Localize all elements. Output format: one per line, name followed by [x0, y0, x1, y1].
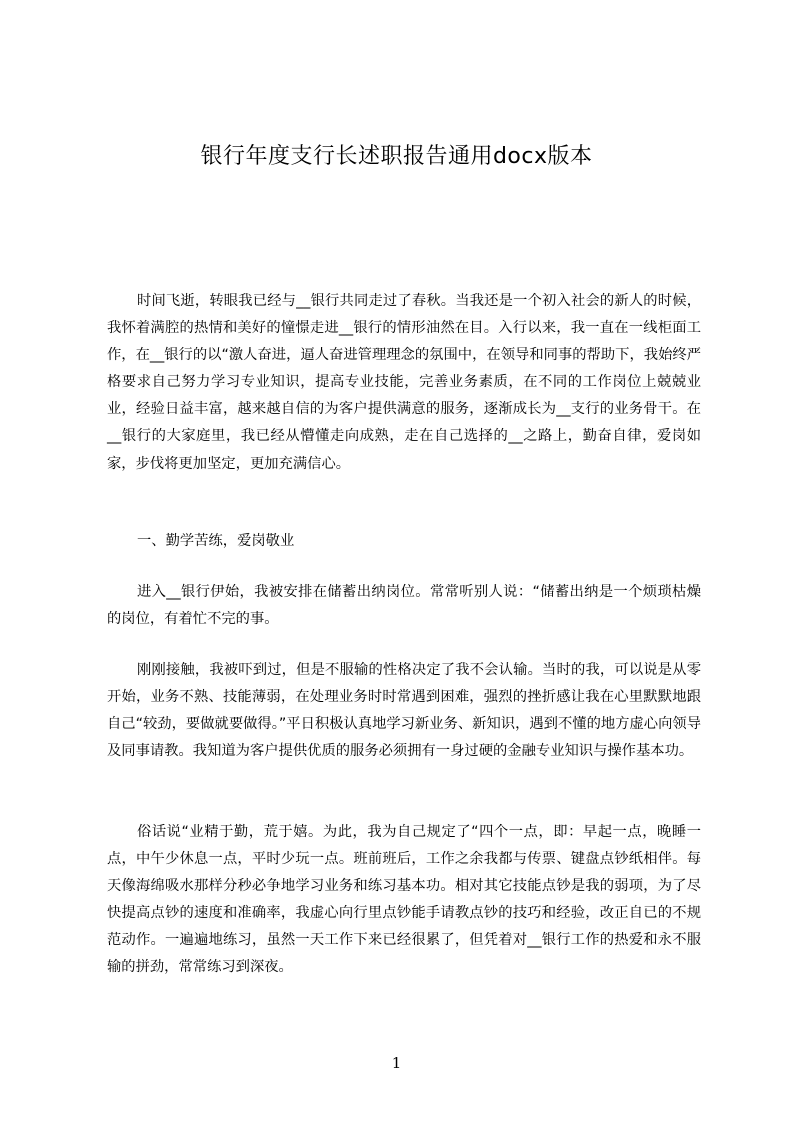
paragraph-assignment: 进入__银行伊始，我被安排在储蓄出纳岗位。常常听别人说：“储蓄出纳是一个烦琐枯燥的岗位，有着忙不完的事。: [107, 584, 701, 628]
section-heading: 一、勤学苦练，爱岗敬业: [137, 533, 295, 549]
paragraph-beginning: 刚刚接触，我被吓到过，但是不服输的性格决定了我不会认输。当时的我，可以说是从零开始，业务不熟、技能薄弱，在处理业务时时常遇到困难，强烈的挫折感让我在心里默默地跟自己“较劲，要做就要做得。”平日积极认真地学习新业务、新知识，遇到不懂的地方虚心向领导及同事请教。我知道为客户提供优质的服务必须拥有一身过硬的金融专业知识与操作基本功。: [107, 662, 701, 760]
paragraph-practice: 俗话说“业精于勤，荒于嬉。为此，我为自己规定了“四个一点，即：早起一点，晚睡一点，中午少休息一点，平时少玩一点。班前班后，工作之余我都与传票、键盘点钞纸相伴。每天像海绵吸水那样分秒必争地学习业务和练习基本功。相对其它技能点钞是我的弱项，为了尽快提高点钞的速度和准确率，我虚心向行里点钞能手请教点钞的技巧和经验，改正自已的不规范动作。一遍遍地练习，虽然一天工作下来已经很累了，但凭着对__银行工作的热爱和永不服输的拼劲，常常练习到深夜。: [107, 824, 701, 976]
paragraph-intro: 时间飞逝，转眼我已经与__银行共同走过了春秋。当我还是一个初入社会的新人的时候，我怀着满腔的热情和美好的憧憬走进__银行的情形油然在目。入行以来，我一直在一线柜面工作，在__银行的以“激人奋进，逼人奋进管理理念的氛围中，在领导和同事的帮助下，我始终严格要求自己努力学习专业知识，提高专业技能，完善业务素质，在不同的工作岗位上兢兢业业，经验日益丰富，越来越自信的为客户提供满意的服务，逐渐成长为__支行的业务骨干。在__银行的大家庭里，我已经从懵懂走向成熟，走在自己选择的__之路上，勤奋自律，爱岗如家，步伐将更加坚定，更加充满信心。: [107, 293, 701, 472]
page-number: 1: [391, 1054, 402, 1072]
document-title: 银行年度支行长述职报告通用docx版本: [200, 144, 593, 169]
